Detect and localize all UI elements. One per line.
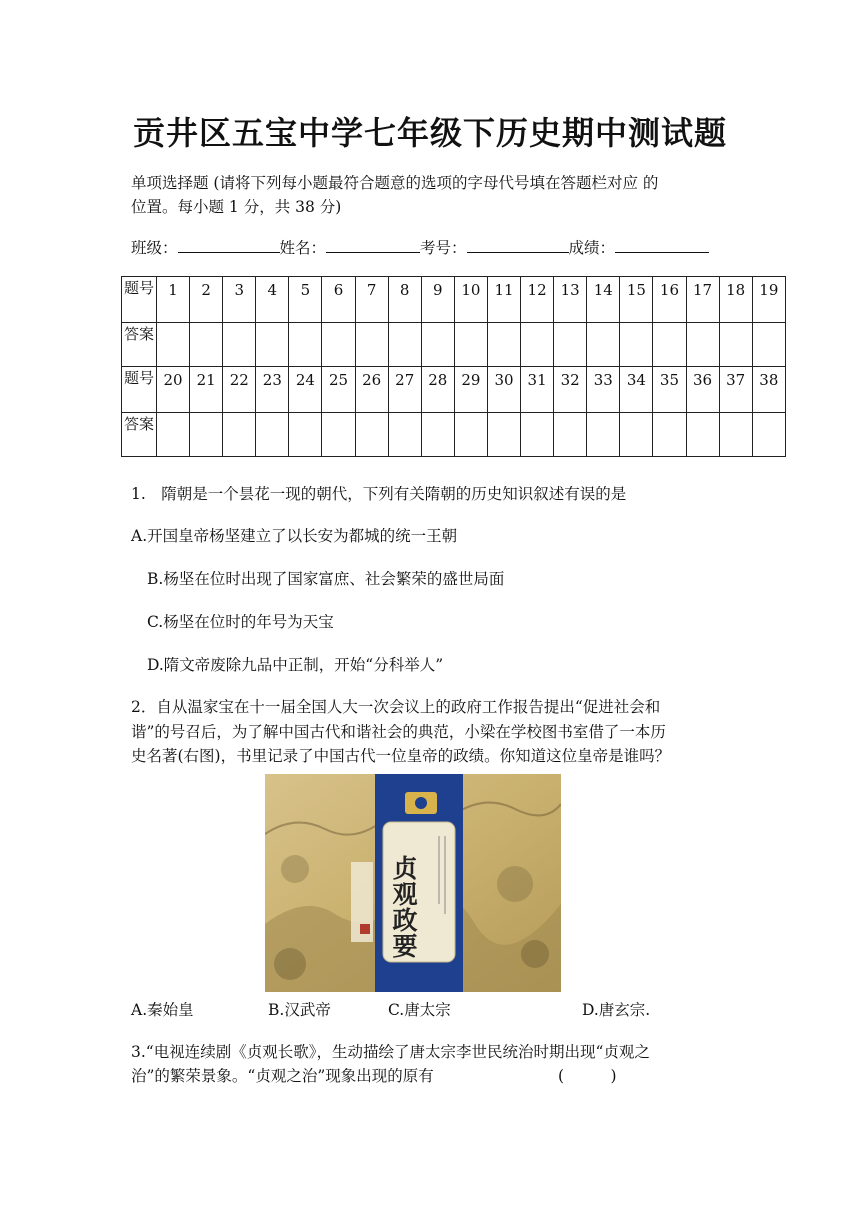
question-number-cell: 6 bbox=[322, 277, 355, 323]
answer-cell[interactable] bbox=[157, 323, 190, 367]
page-title: 贡井区五宝中学七年级下历史期中测试题 bbox=[132, 114, 727, 152]
question-header: 题号 bbox=[122, 277, 157, 323]
answer-cell[interactable] bbox=[190, 413, 223, 457]
q1-option-b: B.杨坚在位时出现了国家富庶、社会繁荣的盛世局面 bbox=[147, 570, 505, 588]
question-number-cell: 2 bbox=[190, 277, 223, 323]
q3-line-2: 治”的繁荣景象。“贞观之治”现象出现的原有 bbox=[131, 1067, 434, 1085]
question-number-cell: 23 bbox=[256, 367, 289, 413]
question-number-cell: 37 bbox=[719, 367, 752, 413]
question-header: 题号 bbox=[122, 367, 157, 413]
question-number-cell: 21 bbox=[190, 367, 223, 413]
question-number-cell: 25 bbox=[322, 367, 355, 413]
question-number-cell: 38 bbox=[752, 367, 785, 413]
question-number-cell: 4 bbox=[256, 277, 289, 323]
score-blank[interactable] bbox=[615, 236, 709, 253]
answer-cell[interactable] bbox=[587, 413, 620, 457]
answer-cell[interactable] bbox=[719, 413, 752, 457]
name-blank[interactable] bbox=[326, 236, 420, 253]
question-number-cell: 12 bbox=[521, 277, 554, 323]
q3-line-1: 3.“电视连续剧《贞观长歌》，生动描绘了唐太宗李世民统治时期出现“贞观之 bbox=[131, 1043, 650, 1061]
question-number-cell: 19 bbox=[752, 277, 785, 323]
q1-option-c: C.杨坚在位时的年号为天宝 bbox=[147, 613, 334, 631]
answer-row-1 bbox=[122, 323, 786, 367]
answer-cell[interactable] bbox=[620, 323, 653, 367]
question-number-cell: 5 bbox=[289, 277, 322, 323]
answer-cell[interactable] bbox=[752, 323, 785, 367]
answer-cell[interactable] bbox=[322, 323, 355, 367]
answer-cell[interactable] bbox=[388, 323, 421, 367]
answer-cell[interactable] bbox=[587, 323, 620, 367]
answer-cell[interactable] bbox=[653, 323, 686, 367]
answer-cell[interactable] bbox=[421, 413, 454, 457]
student-info-row bbox=[131, 236, 709, 260]
book-title-char-1: 贞 bbox=[392, 854, 418, 883]
q2-line-2: 谐”的号召后，为了解中国古代和谐社会的典范，小梁在学校图书室借了一本历 bbox=[131, 723, 666, 741]
question-number-cell: 24 bbox=[289, 367, 322, 413]
question-number-cell: 27 bbox=[388, 367, 421, 413]
answer-cell[interactable] bbox=[487, 413, 520, 457]
answer-cell[interactable] bbox=[686, 413, 719, 457]
book-title-char-4: 要 bbox=[392, 932, 418, 961]
q1-option-a: A.开国皇帝杨坚建立了以长安为都城的统一王朝 bbox=[131, 527, 458, 545]
answer-cell[interactable] bbox=[289, 413, 322, 457]
question-number-cell: 11 bbox=[487, 277, 520, 323]
answer-cell[interactable] bbox=[653, 413, 686, 457]
answer-cell[interactable] bbox=[256, 413, 289, 457]
answer-cell[interactable] bbox=[752, 413, 785, 457]
q2-option-a: A.秦始皇 bbox=[131, 1001, 194, 1019]
answer-cell[interactable] bbox=[388, 413, 421, 457]
answer-cell[interactable] bbox=[322, 413, 355, 457]
class-blank[interactable] bbox=[178, 236, 280, 253]
question-number-cell: 22 bbox=[223, 367, 256, 413]
answer-cell[interactable] bbox=[454, 323, 487, 367]
question-number-cell: 14 bbox=[587, 277, 620, 323]
question-number-cell: 20 bbox=[157, 367, 190, 413]
answer-header: 答案 bbox=[122, 323, 157, 367]
q2-line-1: 2．自从温家宝在十一届全国人大一次会议上的政府工作报告提出“促进社会和 bbox=[131, 698, 661, 716]
book-title-char-2: 观 bbox=[392, 880, 418, 909]
question-number-cell: 15 bbox=[620, 277, 653, 323]
answer-cell[interactable] bbox=[223, 413, 256, 457]
question-number-row-1 bbox=[122, 277, 786, 323]
question-number-cell: 8 bbox=[388, 277, 421, 323]
question-number-cell: 36 bbox=[686, 367, 719, 413]
question-number-cell: 33 bbox=[587, 367, 620, 413]
name-label: 姓名： bbox=[279, 239, 327, 257]
question-number-cell: 10 bbox=[454, 277, 487, 323]
question-number-row-2 bbox=[122, 367, 786, 413]
q1-stem: 1. 隋朝是一个昙花一现的朝代，下列有关隋朝的历史知识叙述有误的是 bbox=[131, 485, 627, 503]
book-cover-image bbox=[265, 774, 561, 992]
answer-cell[interactable] bbox=[487, 323, 520, 367]
question-number-cell: 18 bbox=[719, 277, 752, 323]
answer-cell[interactable] bbox=[256, 323, 289, 367]
answer-cell[interactable] bbox=[190, 323, 223, 367]
answer-cell[interactable] bbox=[554, 413, 587, 457]
answer-row-2 bbox=[122, 413, 786, 457]
question-number-cell: 28 bbox=[421, 367, 454, 413]
question-number-cell: 32 bbox=[554, 367, 587, 413]
question-number-cell: 31 bbox=[521, 367, 554, 413]
answer-cell[interactable] bbox=[554, 323, 587, 367]
answer-cell[interactable] bbox=[620, 413, 653, 457]
instructions-line-2: 位置。每小题 1 分，共 38 分) bbox=[131, 198, 342, 216]
answer-cell[interactable] bbox=[521, 413, 554, 457]
id-label: 考号： bbox=[420, 239, 467, 257]
answer-cell[interactable] bbox=[521, 323, 554, 367]
score-label: 成绩： bbox=[568, 239, 616, 257]
answer-cell[interactable] bbox=[421, 323, 454, 367]
answer-cell[interactable] bbox=[157, 413, 190, 457]
answer-header: 答案 bbox=[122, 413, 157, 457]
answer-cell[interactable] bbox=[355, 323, 388, 367]
q2-option-d: D.唐玄宗. bbox=[582, 1001, 651, 1019]
question-number-cell: 30 bbox=[487, 367, 520, 413]
answer-cell[interactable] bbox=[223, 323, 256, 367]
q2-option-b: B.汉武帝 bbox=[268, 1001, 331, 1019]
question-number-cell: 1 bbox=[157, 277, 190, 323]
question-number-cell: 13 bbox=[554, 277, 587, 323]
q1-option-d: D.隋文帝废除九品中正制，开始“分科举人” bbox=[147, 656, 444, 674]
question-number-cell: 17 bbox=[686, 277, 719, 323]
question-number-cell: 3 bbox=[223, 277, 256, 323]
answer-cell[interactable] bbox=[289, 323, 322, 367]
q2-line-3: 史名著(右图)，书里记录了中国古代一位皇帝的政绩。你知道这位皇帝是谁吗？ bbox=[131, 747, 671, 765]
question-number-cell: 26 bbox=[355, 367, 388, 413]
instructions-line-1: 单项选择题 (请将下列每小题最符合题意的选项的字母代号填在答题栏对应 的 bbox=[131, 174, 659, 192]
class-label: 班级： bbox=[131, 239, 178, 257]
question-number-cell: 35 bbox=[653, 367, 686, 413]
question-number-cell: 16 bbox=[653, 277, 686, 323]
q2-option-c: C.唐太宗 bbox=[388, 1001, 451, 1019]
answer-cell[interactable] bbox=[719, 323, 752, 367]
answer-cell[interactable] bbox=[355, 413, 388, 457]
answer-cell[interactable] bbox=[454, 413, 487, 457]
question-number-cell: 34 bbox=[620, 367, 653, 413]
question-number-cell: 7 bbox=[355, 277, 388, 323]
q3-answer-parentheses: ( ) bbox=[558, 1067, 617, 1085]
id-blank[interactable] bbox=[467, 236, 569, 253]
answer-table bbox=[121, 276, 786, 457]
answer-cell[interactable] bbox=[686, 323, 719, 367]
question-number-cell: 9 bbox=[421, 277, 454, 323]
book-title-char-3: 政 bbox=[392, 906, 418, 935]
question-number-cell: 29 bbox=[454, 367, 487, 413]
